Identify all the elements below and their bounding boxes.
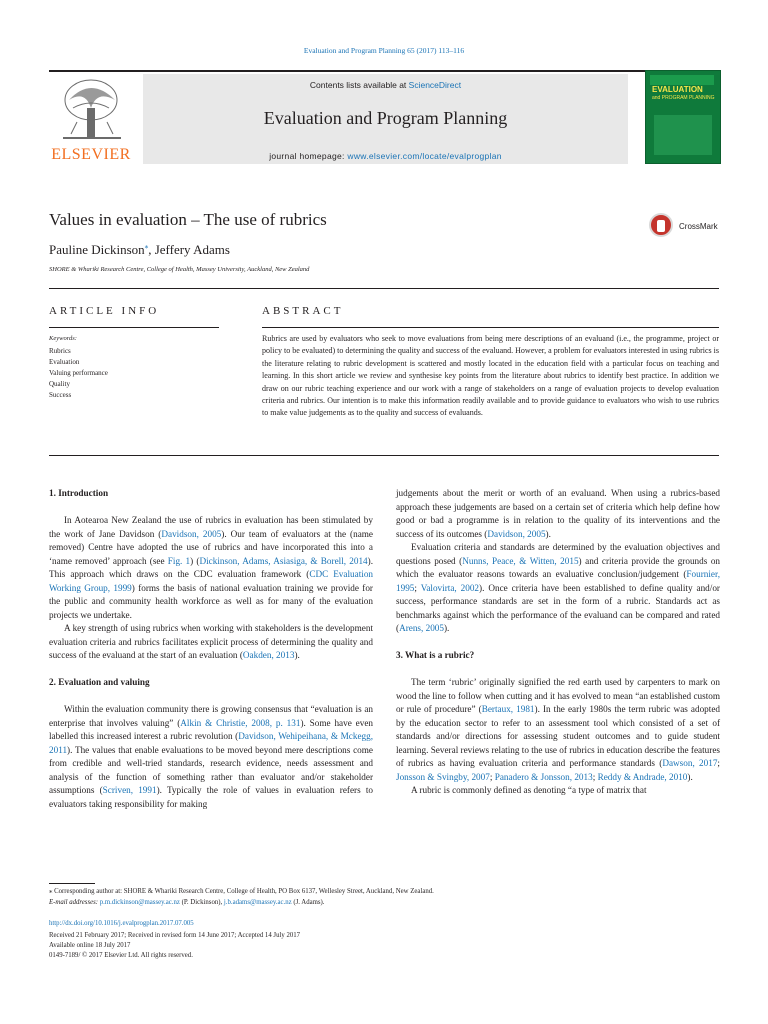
- cover-bar: [650, 75, 714, 85]
- citation-link[interactable]: Arens, 2005: [399, 623, 444, 633]
- paragraph: [396, 676, 720, 784]
- keyword: Quality: [49, 380, 70, 388]
- paragraph-text: ) forms the basis of national evaluation training we provide for the public and community health workforce as well as for many of the evaluation projects we undertake.: [49, 582, 373, 620]
- journal-citation[interactable]: Evaluation and Program Planning 65 (2017) 113–116: [303, 46, 465, 55]
- sciencedirect-link[interactable]: ScienceDirect: [408, 80, 462, 90]
- paragraph-text: ).: [687, 771, 693, 782]
- paragraph-text: Within the evaluation community there is growing consensus that “evaluation is an enterprise that involves valuing” (: [49, 704, 373, 728]
- keyword-list: [49, 346, 108, 401]
- available-online: Available online 18 July 2017: [49, 942, 131, 949]
- corresponding-footnote: ⁎ Corresponding author at: SHORE & Whariki Research Centre, College of Health, PO Box 6137, Wellesley Street, Auckland, New Zealand.: [49, 888, 434, 895]
- paragraph: [49, 703, 373, 811]
- homepage-link[interactable]: www.elsevier.com/locate/evalprogplan: [347, 151, 502, 161]
- citation-link[interactable]: Oakden, 2013: [242, 650, 295, 660]
- citation-link[interactable]: Valovirta, 2002: [420, 582, 480, 593]
- citation-link[interactable]: Panadero & Jonsson, 2013: [494, 771, 593, 782]
- section-heading: 2. Evaluation and valuing: [49, 677, 150, 687]
- crossmark-bookmark: [657, 220, 665, 232]
- cover-title: EVALUATION: [652, 85, 703, 94]
- citation-link[interactable]: Scriven, 1991: [102, 785, 157, 795]
- elsevier-wordmark: ELSEVIER: [51, 146, 131, 163]
- body-column-right: [396, 487, 720, 798]
- paragraph-text: ;: [592, 771, 598, 782]
- keyword: Evaluation: [49, 358, 80, 366]
- section-heading: 3. What is a rubric?: [396, 650, 475, 660]
- paragraph-text: ). The values that enable evaluations to be moved beyond mere descriptions come from credible and well-tried standards, research evidence, needs assessment and analysis of the function of something rather than evaluator and/or stakeholder assumptions (: [49, 744, 373, 795]
- copyright: 0149-7189/ © 2017 Elsevier Ltd. All rights reserved.: [49, 952, 193, 959]
- journal-cover[interactable]: [645, 70, 721, 164]
- citation-link[interactable]: Dickinson, Adams, Asiasiga, & Borell, 2014: [199, 555, 368, 566]
- keyword: Rubrics: [49, 347, 71, 355]
- author-list: [49, 242, 230, 258]
- article-info-rule: [49, 327, 219, 328]
- affiliation: SHORE & Whariki Research Centre, College of Health, Massey University, Auckland, New Zealand: [49, 266, 310, 273]
- abstract-heading: ABSTRACT: [262, 305, 344, 317]
- paragraph-text: ).: [443, 623, 450, 633]
- publisher-logo[interactable]: [49, 74, 141, 164]
- crossmark-label: CrossMark: [679, 222, 718, 231]
- paragraph-text: ). Typically the role of values in evaluation refers to evaluators taking responsibility for making: [49, 785, 373, 809]
- paragraph-text: ). In the early 1980s the term rubric was adopted by the education sector to refer to an assessment tool which consisted of a set of standards and/or directions for assessing student outcomes and to guide student learning. Several reviews relating to the use of rubrics in education describe the features of rubrics as having evaluation criteria and performance standards (: [396, 704, 720, 768]
- paragraph-text: ). Once criteria have been established to define quality and/or success, performance standards are set in the form of a rubric. Standards act as benchmarks against which the performance of the evaluand can be compared and rated (: [396, 582, 720, 633]
- keyword: Success: [49, 391, 72, 399]
- author-name[interactable]: Pauline Dickinson: [49, 242, 145, 257]
- homepage-prefix: journal homepage:: [269, 151, 348, 161]
- author-name[interactable]: , Jeffery Adams: [148, 242, 230, 257]
- title-rule: [49, 288, 719, 289]
- received-dates: Received 21 February 2017; Received in revised form 14 June 2017; Accepted 14 July 2017: [49, 932, 301, 939]
- paragraph-text: ). Our team of evaluators at the (name removed) Centre have adopted the use of rubrics and have incorporated this into a ‘name removed’ approach (see: [49, 528, 373, 566]
- abstract-rule: [262, 327, 719, 328]
- keywords-label: Keywords:: [49, 335, 77, 342]
- paragraph-text: ). This approach which draws on the CDC evaluation framework (: [49, 555, 373, 579]
- elsevier-tree-icon: [57, 78, 127, 144]
- paragraph-text: ).: [545, 528, 551, 539]
- email-link[interactable]: p.m.dickinson@massey.ac.nz: [99, 899, 180, 906]
- figure-link[interactable]: Fig. 1: [167, 555, 191, 566]
- article-info-heading: ARTICLE INFO: [49, 305, 160, 317]
- citation-link[interactable]: Bertaux, 1981: [481, 704, 535, 714]
- citation-link[interactable]: Jonsson & Svingby, 2007: [396, 771, 490, 782]
- abstract-bottom-rule: [49, 455, 719, 456]
- section-heading: 1. Introduction: [49, 488, 109, 498]
- contents-prefix: Contents lists available at: [309, 80, 409, 90]
- paragraph-text: ) and criteria provide the grounds on which the evaluator reasons towards an evaluative conclusion/judgement (: [396, 555, 721, 579]
- publication-dates: [49, 931, 300, 961]
- paragraph-text: ). Some have even labelled this increased interest a rubric revolution (: [49, 717, 374, 741]
- corresponding-mark[interactable]: ⁎: [144, 242, 149, 251]
- crossmark-icon: [649, 213, 673, 237]
- paragraph: A rubric is commonly defined as denoting “a type of matrix that: [411, 785, 647, 795]
- crossmark-button[interactable]: [649, 213, 729, 243]
- doi-link[interactable]: http://dx.doi.org/10.1016/j.evalprogplan.2017.07.005: [49, 920, 194, 927]
- paragraph-text: ;: [717, 758, 720, 768]
- contents-line: [143, 80, 628, 90]
- paragraph-text: Evaluation criteria and standards are determined by the evaluation objectives and questions posed (: [396, 542, 720, 566]
- citation-link[interactable]: Alkin & Christie, 2008, p. 131: [180, 717, 301, 728]
- citation-link[interactable]: Reddy & Andrade, 2010: [597, 771, 688, 782]
- paragraph-text: ;: [489, 771, 495, 782]
- paragraph-text: The term ‘rubric’ originally signified the red earth used by carpenters to mark on wood the line to follow when cutting and it has evolved to mean “an established custom or rule of procedure” (: [396, 677, 720, 714]
- email-owner: (J. Adams).: [291, 899, 325, 906]
- citation-link[interactable]: Davidson, 2005: [487, 528, 546, 539]
- paragraph-text: A key strength of using rubrics when working with stakeholders is the development evaluation criteria and rubrics facilitates explicit process of determining the quality and success of the evaluand at the start of an evaluation (: [49, 623, 373, 660]
- header-rule: [49, 70, 719, 72]
- paragraph: [49, 622, 373, 663]
- email-footnote: [49, 898, 325, 908]
- citation-link[interactable]: Davidson, Wehipeihana, & Mckegg, 2011: [49, 731, 374, 755]
- paragraph: [49, 514, 373, 622]
- abstract-text: Rubrics are used by evaluators who seek to move evaluations from being mere descriptions of an evaluand (i.e., the programme, project or policy to be evaluated) to determining the quality and success of the evaluand. However, a problem for evaluators interested in using rubrics is the literature relating to rubric development is scattered and mostly located in the education field with a particular focus on teaching and learning. In this short article we review and synthesise key points from the literature about rubrics to identify best practice. In addition we draw on our rubric teaching experience and our work with a range of stakeholders on a range of evaluation projects to develop evaluation criteria and rubrics. Our intention is to make this information readily available and to provide guidance to evaluators who wish to use rubrics to make value judgements as to the quality and success of evaluands.: [262, 334, 719, 418]
- email-label: E-mail addresses:: [49, 899, 100, 906]
- article-title: Values in evaluation – The use of rubrics: [49, 210, 327, 229]
- journal-homepage: [143, 151, 628, 161]
- paragraph-text: ) (: [190, 555, 200, 566]
- paragraph-text: judgements about the merit or worth of an evaluand. When using a rubrics-based approach these judgements are based on a certain set of criteria which help define how good or bad a programme is in relation to the quality of its interventions and the success of its outcomes (: [396, 488, 720, 539]
- journal-banner: [143, 74, 628, 164]
- paragraph: [396, 541, 720, 636]
- body-column-left: [49, 487, 373, 811]
- citation-link[interactable]: Fournier, 1995: [396, 569, 720, 593]
- cover-image: [654, 115, 712, 155]
- paragraph-text: ;: [414, 582, 421, 593]
- email-link[interactable]: j.b.adams@massey.ac.nz: [223, 899, 292, 906]
- paragraph-text: In Aotearoa New Zealand the use of rubrics in evaluation has been stimulated by the work of Jane Davidson (: [49, 515, 373, 539]
- citation-link[interactable]: CDC Evaluation Working Group, 1999: [49, 569, 374, 593]
- paragraph-text: ).: [294, 650, 300, 660]
- footnote-rule: [49, 883, 95, 884]
- paragraph: [396, 487, 720, 541]
- citation-link[interactable]: Davidson, 2005: [161, 528, 222, 539]
- keyword: Valuing performance: [49, 369, 108, 377]
- journal-title: Evaluation and Program Planning: [263, 108, 508, 128]
- citation-link[interactable]: Dawson, 2017: [662, 758, 718, 768]
- cover-subtitle: and PROGRAM PLANNING: [652, 95, 715, 101]
- citation-link[interactable]: Nunns, Peace, & Witten, 2015: [462, 555, 579, 566]
- email-owner: (P. Dickinson),: [179, 899, 224, 906]
